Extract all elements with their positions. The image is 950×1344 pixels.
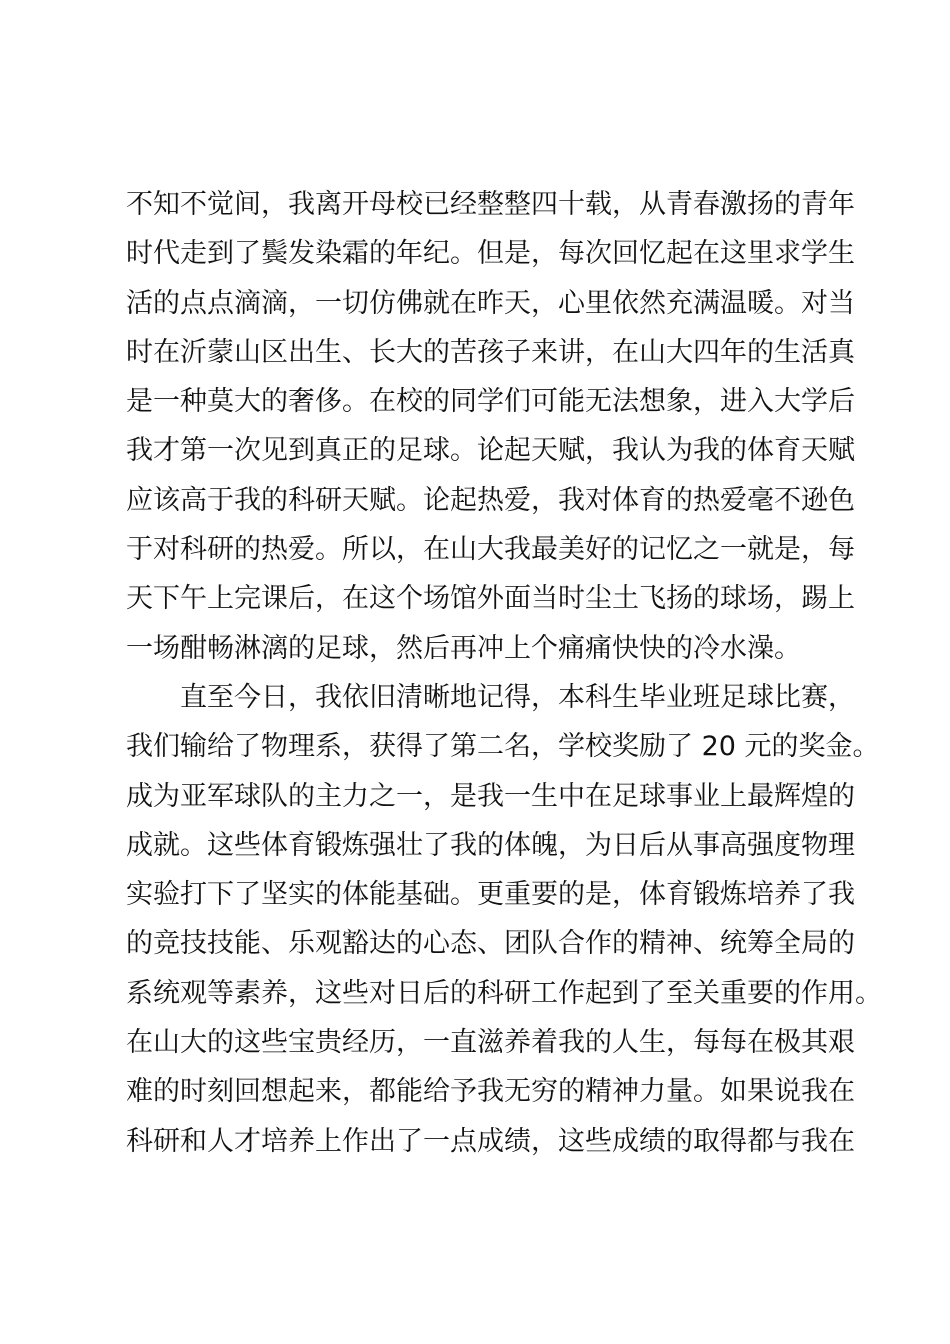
text-line: 系统观等素养，这些对日后的科研工作起到了至关重要的作用。 [126, 977, 882, 1009]
text-line: 我们输给了物理系，获得了第二名，学校奖励了 20 元的奖金。 [126, 731, 880, 763]
text-line: 天下午上完课后，在这个场馆外面当时尘土飞扬的球场，踢上 [126, 583, 855, 615]
text-line: 实验打下了坚实的体能基础。更重要的是，体育锻炼培养了我 [126, 879, 855, 911]
text-line: 我才第一次见到真正的足球。论起天赋，我认为我的体育天赋 [126, 435, 855, 467]
text-line: 是一种莫大的奢侈。在校的同学们可能无法想象，进入大学后 [126, 386, 855, 418]
text-line: 时在沂蒙山区出生、长大的苦孩子来讲，在山大四年的生活真 [126, 336, 855, 368]
text-line: 的竞技技能、乐观豁达的心态、团队合作的精神、统筹全局的 [126, 928, 855, 960]
text-line: 直至今日，我依旧清晰地记得，本科生毕业班足球比赛， [126, 681, 855, 713]
text-line: 时代走到了鬓发染霜的年纪。但是，每次回忆起在这里求学生 [126, 238, 855, 270]
text-line: 科研和人才培养上作出了一点成绩，这些成绩的取得都与我在 [126, 1125, 855, 1157]
text-line: 不知不觉间，我离开母校已经整整四十载，从青春激扬的青年 [126, 189, 855, 220]
text-line: 在山大的这些宝贵经历，一直滋养着我的人生，每每在极其艰 [126, 1027, 855, 1059]
text-line: 成为亚军球队的主力之一，是我一生中在足球事业上最辉煌的 [126, 780, 855, 812]
text-line: 成就。这些体育锻炼强壮了我的体魄，为日后从事高强度物理 [126, 829, 855, 861]
text-line: 难的时刻回想起来，都能给予我无穷的精神力量。如果说我在 [126, 1076, 855, 1108]
text-line: 于对科研的热爱。所以，在山大我最美好的记忆之一就是，每 [126, 534, 855, 566]
text-line: 一场酣畅淋漓的足球，然后再冲上个痛痛快快的冷水澡。 [126, 632, 801, 664]
text-line: 活的点点滴滴，一切仿佛就在昨天，心里依然充满温暖。对当 [126, 287, 855, 319]
text-line: 应该高于我的科研天赋。论起热爱，我对体育的热爱毫不逊色 [126, 484, 855, 516]
body-text [126, 180, 882, 1166]
